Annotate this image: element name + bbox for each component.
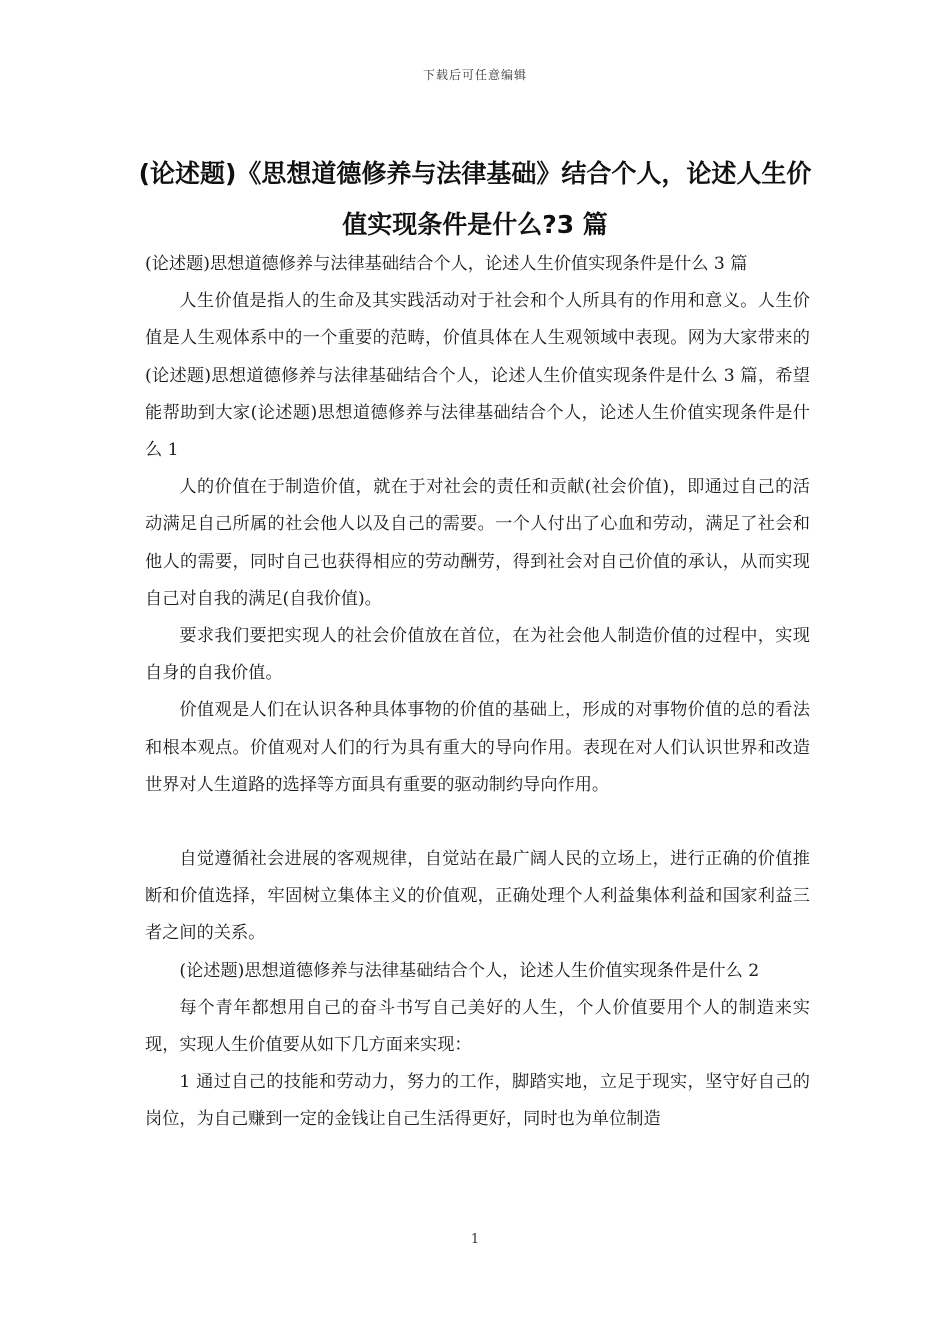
paragraph-section-2-title: (论述题)思想道德修养与法律基础结合个人，论述人生价值实现条件是什么 2 bbox=[179, 960, 760, 981]
paragraph-youth-struggle: 每个青年都想用自己的奋斗书写自己美好的人生，个人价值要用个人的制造来实现，实现人生价值要从如下几方面来实现： bbox=[145, 997, 810, 1056]
paragraph-follow-laws: 自觉遵循社会进展的客观规律，自觉站在最广阔人民的立场上，进行正确的价值推断和价值选择，牢固树立集体主义的价值观，正确处理个人利益集体利益和国家利益三者之间的关系。 bbox=[145, 849, 810, 944]
paragraph-intro-title: (论述题)思想道德修养与法律基础结合个人，论述人生价值实现条件是什么 3 篇 bbox=[145, 254, 748, 274]
paragraph-values-outlook: 价值观是人们在认识各种具体事物的价值的基础上，形成的对事物价值的总的看法和根本观点。价值观对人们的行为具有重大的导向作用。表现在对人们认识世界和改造世界对人生道路的选择等方面具有重要的驱动制约导向作用。 bbox=[145, 700, 810, 795]
paragraph-value-creation: 人的价值在于制造价值，就在于对社会的责任和贡献(社会价值)，即通过自己的活动满足自己所属的社会他人以及自己的需要。一个人付出了心血和劳动，满足了社会和他人的需要，同时自己也获得相应的劳动酬劳，得到社会对自己价值的承认，从而实现自己对自我的满足(自我价值)。 bbox=[145, 477, 810, 609]
document-body bbox=[145, 246, 810, 1139]
paragraph-definition: 人生价值是指人的生命及其实践活动对于社会和个人所具有的作用和意义。人生价值是人生观体系中的一个重要的范畴，价值具体在人生观领域中表现。网为大家带来的(论述题)思想道德修养与法律基础结合个人，论述人生价值实现条件是什么 3 篇，希望能帮助到大家(论述题)思想道德修养与法律基础结合个人，论述人生价值实现条件是什么 1 bbox=[145, 291, 810, 461]
paragraph-social-value-first: 要求我们要把实现人的社会价值放在首位，在为社会他人制造价值的过程中，实现自身的自我价值。 bbox=[145, 626, 810, 684]
paragraph-point-1: 1 通过自己的技能和劳动力，努力的工作，脚踏实地，立足于现实，坚守好自己的岗位，为自己赚到一定的金钱让自己生活得更好，同时也为单位制造 bbox=[145, 1072, 810, 1130]
page-number: 1 bbox=[470, 1232, 480, 1247]
document-title: (论述题)《思想道德修养与法律基础》结合个人，论述人生价值实现条件是什么?3 篇 bbox=[138, 159, 812, 239]
paragraph-spacer bbox=[145, 804, 810, 841]
header-note: 下载后可任意编辑 bbox=[422, 68, 527, 82]
